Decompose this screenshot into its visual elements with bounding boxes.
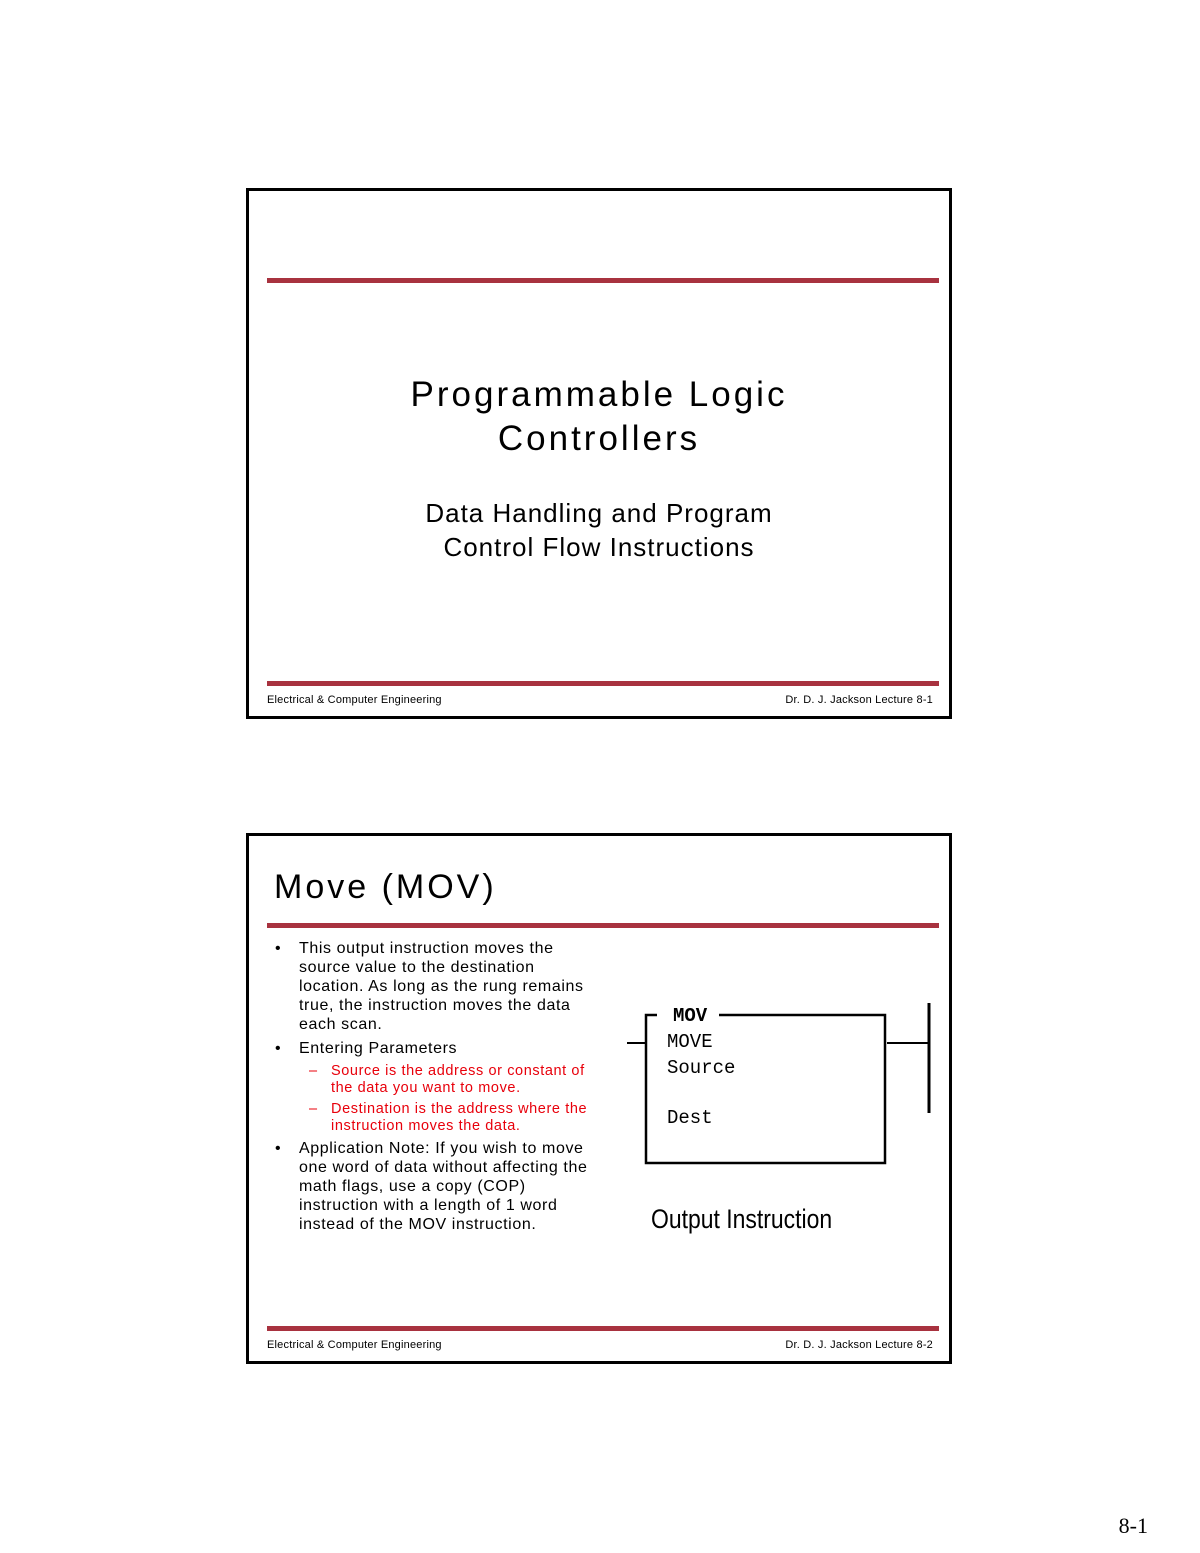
title-rule: [267, 923, 939, 928]
bullet-text: Entering Parameters: [299, 1040, 458, 1057]
slide-1-footer-right: Dr. D. J. Jackson Lecture 8-1: [785, 694, 933, 706]
page-number: 8-1: [1118, 1513, 1148, 1538]
diagram-caption: Output Instruction: [651, 1204, 833, 1234]
slide-1-title: Programmable Logic Controllers: [410, 375, 788, 458]
diagram-line-dest: Dest: [667, 1107, 713, 1129]
bullet-dot-icon: •: [275, 1140, 282, 1157]
bullet-item: [269, 1039, 599, 1058]
diagram-line-source: Source: [667, 1057, 736, 1079]
bullet-list: [269, 939, 599, 1239]
footer-rule: [267, 681, 939, 686]
sub-bullet-item: [269, 1063, 599, 1097]
dash-icon: –: [309, 1063, 318, 1079]
diagram-header: MOV: [673, 1005, 708, 1027]
slide-1-footer-left: Electrical & Computer Engineering: [267, 694, 442, 706]
slide-1: [246, 188, 952, 719]
sub-bullet-text: Source is the address or constant of the data you want to move.: [331, 1063, 585, 1096]
slide-1-subtitle: Data Handling and Program Control Flow Instructions: [425, 498, 773, 562]
slide-2-footer-right: Dr. D. J. Jackson Lecture 8-2: [785, 1339, 933, 1351]
mov-instruction-diagram: [627, 1001, 937, 1171]
dash-icon: –: [309, 1101, 318, 1117]
sub-bullet-text: Destination is the address where the instruction moves the data.: [331, 1101, 588, 1134]
title-rule: [267, 278, 939, 283]
bullet-dot-icon: •: [275, 1040, 282, 1057]
diagram-line-move: MOVE: [667, 1031, 713, 1053]
bullet-item: [269, 1139, 599, 1234]
bullet-item: [269, 939, 599, 1034]
bullet-text: This output instruction moves the source value to the destination location. As long as the rung remains true, the instruction moves the data each scan.: [299, 940, 584, 1033]
slide-2-title: Move (MOV): [274, 868, 497, 906]
sub-bullet-item: [269, 1101, 599, 1135]
footer-rule: [267, 1326, 939, 1331]
slide-2-footer-left: Electrical & Computer Engineering: [267, 1339, 442, 1351]
bullet-dot-icon: •: [275, 940, 282, 957]
bullet-text: Application Note: If you wish to move one word of data without affecting the math flags, use a copy (COP) instruction with a length of 1 word instead of the MOV instruction.: [299, 1140, 588, 1233]
slide-2: [246, 833, 952, 1364]
